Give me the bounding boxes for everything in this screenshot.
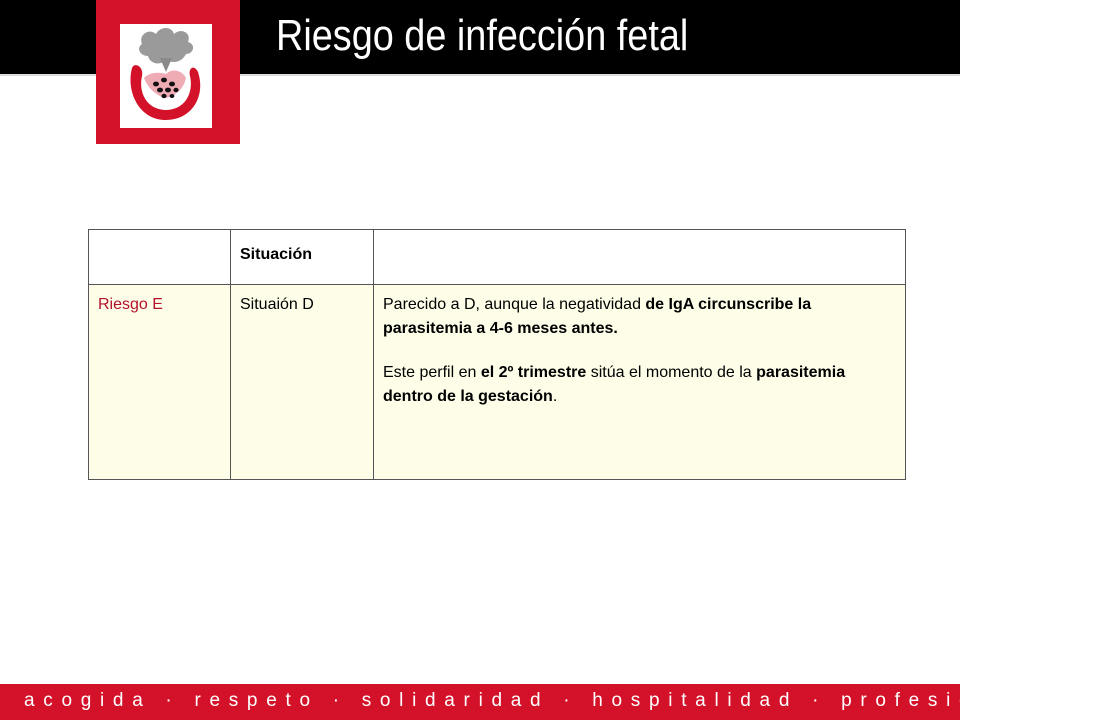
header-cell-situacion: Situación: [231, 230, 374, 285]
desc-text: Parecido a D, aunque la negatividad: [383, 296, 646, 313]
logo-emblem: [120, 24, 212, 128]
desc-text: sitúa el momento de la: [586, 364, 757, 381]
header-cell-empty-3: [374, 230, 906, 285]
riesgo-cell: Riesgo E: [89, 285, 231, 480]
table-row: [89, 285, 906, 480]
desc-text: Este perfil en: [383, 364, 481, 381]
desc-bold-text: parasitemia dentro de la gestación: [383, 364, 846, 405]
description-cell: [374, 285, 906, 480]
slide-title: Riesgo de infección fetal: [276, 11, 689, 60]
table-header-row: [89, 230, 906, 285]
description-paragraph-2: [383, 361, 897, 409]
footer-bar: [0, 684, 1100, 720]
description-paragraph-1: [383, 293, 897, 341]
header-cell-empty-1: [89, 230, 231, 285]
desc-bold-text: el 2º trimestre: [480, 364, 587, 381]
situacion-cell: Situaión D: [231, 285, 374, 480]
desc-text: .: [552, 388, 558, 405]
risk-table: [88, 229, 906, 480]
desc-bold-text: de IgA circunscribe la parasitemia a 4-6 meses antes.: [383, 296, 812, 337]
footer-motto: acogida · respeto · solidaridad · hospitalidad · profesionalidad: [24, 690, 1100, 711]
pomegranate-logo-icon: [120, 24, 212, 128]
logo: [96, 0, 240, 144]
